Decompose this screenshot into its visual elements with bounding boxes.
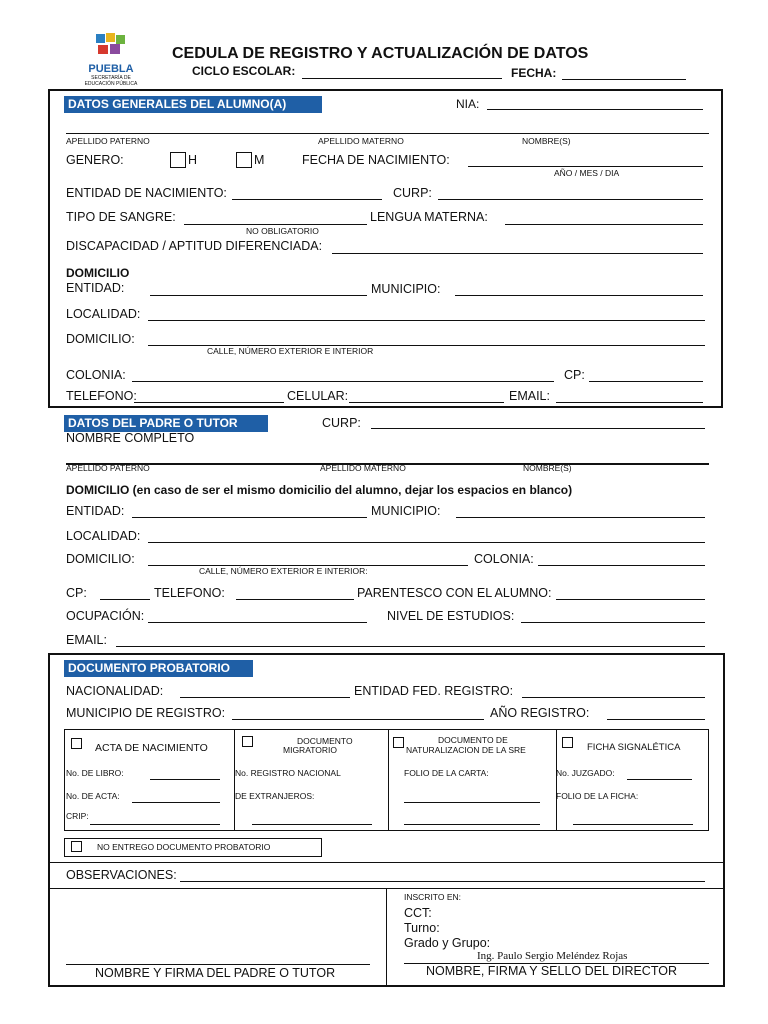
genero-m-label: M [254,153,265,167]
municipio-label: MUNICIPIO: [371,282,441,296]
padre-domicilio-label: DOMICILIO: [66,552,135,566]
observaciones-label: OBSERVACIONES: [66,868,177,882]
genero-h-label: H [188,153,198,167]
padre-section-title: DATOS DEL PADRE O TUTOR [64,415,268,432]
municipio-reg-field[interactable] [232,719,484,720]
genero-m-checkbox[interactable] [236,152,252,168]
municipio-field[interactable] [455,295,703,296]
entidad-fed-label: ENTIDAD FED. REGISTRO: [354,684,514,698]
apellido-materno-hint: APELLIDO MATERNO [318,136,404,146]
padre-municipio-label: MUNICIPIO: [371,504,441,518]
cp-label: CP: [564,368,585,382]
page-title: CEDULA DE REGISTRO Y ACTUALIZACIÓN DE DATOS [172,45,589,62]
curp-label: CURP: [393,186,432,200]
ficha-juzgado-label: No. JUZGADO: [556,768,615,778]
inscrito-label: INSCRITO EN: [404,892,461,902]
padre-colonia-field[interactable] [538,565,705,566]
nombres-hint: NOMBRE(S) [522,136,571,146]
padre-telefono-label: TELEFONO: [154,586,225,600]
acta-numero-field[interactable] [132,802,220,803]
genero-label: GENERO: [66,153,124,167]
padre-calle-hint: CALLE, NÚMERO EXTERIOR E INTERIOR: [199,566,368,576]
acta-crip-label: CRIP: [66,811,89,821]
nia-field[interactable] [487,109,703,110]
colonia-field[interactable] [132,381,554,382]
doc-col-divider-3 [556,729,557,831]
anio-reg-field[interactable] [607,719,705,720]
naturalizacion-folio-field[interactable] [404,802,540,803]
anio-reg-label: AÑO REGISTRO: [490,706,590,720]
migratorio-a-label: No. REGISTRO NACIONAL [235,768,341,778]
padre-domicilio-title: DOMICILIO (en caso de ser el mismo domicilio del alumno, dejar los espacios en blanco) [66,483,573,497]
entidad-label: ENTIDAD: [66,281,125,295]
padre-apellido-materno-hint: APELLIDO MATERNO [320,463,406,473]
logo-text: PUEBLA [88,63,134,75]
lengua-field[interactable] [505,224,703,225]
ficha-checkbox[interactable] [562,737,573,748]
naturalizacion-title1: DOCUMENTO DE [438,735,508,745]
localidad-label: LOCALIDAD: [66,307,141,321]
logo-sub2: EDUCACIÓN PÚBLICA [84,81,138,87]
tipo-sangre-field[interactable] [184,224,367,225]
telefono-field[interactable] [134,402,284,403]
ficha-juzgado-field[interactable] [627,779,692,780]
entidad-nac-field[interactable] [232,199,382,200]
parentesco-label: PARENTESCO CON EL ALUMNO: [357,586,552,600]
padre-curp-label: CURP: [322,416,361,430]
padre-localidad-label: LOCALIDAD: [66,529,141,543]
tipo-sangre-label: TIPO DE SANGRE: [66,210,176,224]
acta-title: ACTA DE NACIMIENTO [95,742,208,754]
doc-col-divider-2 [388,729,389,831]
email-label: EMAIL: [509,389,550,403]
ficha-folio-label: FOLIO DE LA FICHA: [556,791,639,801]
puebla-logo [80,32,142,87]
nivel-label: NIVEL DE ESTUDIOS: [387,609,515,623]
director-firma-label: NOMBRE, FIRMA Y SELLO DEL DIRECTOR [426,964,677,978]
ficha-folio-field[interactable] [573,824,693,825]
entidad-field[interactable] [150,295,367,296]
padre-firma-label: NOMBRE Y FIRMA DEL PADRE O TUTOR [95,966,336,980]
padre-localidad-field[interactable] [148,542,705,543]
observaciones-field[interactable] [180,881,705,882]
discapacidad-field[interactable] [332,253,703,254]
discapacidad-label: DISCAPACIDAD / APTITUD DIFERENCIADA: [66,239,323,253]
acta-checkbox[interactable] [71,738,82,749]
alumno-section-title: DATOS GENERALES DEL ALUMNO(A) [64,96,322,113]
no-obligatorio-hint: NO OBLIGATORIO [246,226,319,236]
padre-email-label: EMAIL: [66,633,107,647]
migratorio-field[interactable] [252,824,372,825]
padre-entidad-field[interactable] [132,517,367,518]
entidad-nac-label: ENTIDAD DE NACIMIENTO: [66,186,227,200]
ciclo-label: CICLO ESCOLAR: [192,64,296,78]
acta-numero-label: No. DE ACTA: [66,791,120,801]
turno-label: Turno: [404,921,440,935]
ocupacion-field[interactable] [148,622,367,623]
email-field[interactable] [556,402,703,403]
padre-firma-line[interactable] [66,964,370,965]
curp-field[interactable] [438,199,703,200]
no-entrego-label: NO ENTREGO DOCUMENTO PROBATORIO [97,842,271,852]
padre-curp-field[interactable] [371,428,705,429]
migratorio-title2: MIGRATORIO [283,745,337,755]
migratorio-title1: DOCUMENTO [297,736,353,746]
nivel-field[interactable] [521,622,705,623]
fecha-field[interactable] [562,79,686,80]
colonia-label: COLONIA: [66,368,126,382]
domicilio-title: DOMICILIO [66,266,130,280]
fecha-label: FECHA: [511,66,557,80]
apellido-paterno-hint: APELLIDO PATERNO [66,136,150,146]
nacionalidad-field[interactable] [180,697,350,698]
localidad-field[interactable] [148,320,705,321]
genero-h-checkbox[interactable] [170,152,186,168]
documento-section-title: DOCUMENTO PROBATORIO [64,660,253,677]
ficha-title: FICHA SIGNALÉTICA [587,742,681,753]
migratorio-b-label: DE EXTRANJEROS: [235,791,315,801]
firmas-divider [386,888,387,987]
padre-email-field[interactable] [116,646,705,647]
nacionalidad-label: NACIONALIDAD: [66,684,164,698]
entidad-fed-field[interactable] [522,697,705,698]
calle-hint: CALLE, NÚMERO EXTERIOR E INTERIOR [207,346,374,356]
grado-label: Grado y Grupo: [404,936,491,950]
parentesco-field[interactable] [556,599,705,600]
logo-mark-icon [80,32,142,62]
celular-label: CELULAR: [287,389,349,403]
acta-crip-field[interactable] [90,824,220,825]
celular-field[interactable] [349,402,504,403]
telefono-label: TELEFONO: [66,389,137,403]
fecha-nac-field[interactable] [468,166,703,167]
padre-telefono-field[interactable] [236,599,354,600]
municipio-reg-label: MUNICIPIO DE REGISTRO: [66,706,226,720]
nombre-completo-label: NOMBRE COMPLETO [66,431,195,445]
acta-libro-label: No. DE LIBRO: [66,768,124,778]
padre-nombres-hint: NOMBRE(S) [523,463,572,473]
nombre-alumno-field[interactable] [66,133,709,134]
cp-field[interactable] [589,381,703,382]
naturalizacion-checkbox[interactable] [393,737,404,748]
ciclo-field[interactable] [302,78,502,79]
observaciones-divider-top [48,862,725,863]
logo-sub1: SECRETARÍA DE [91,75,131,81]
padre-apellido-paterno-hint: APELLIDO PATERNO [66,463,150,473]
acta-libro-field[interactable] [150,779,220,780]
naturalizacion-folio-label: FOLIO DE LA CARTA: [404,768,489,778]
ocupacion-label: OCUPACIÓN: [66,609,145,623]
no-entrego-checkbox[interactable] [71,841,82,852]
padre-cp-field[interactable] [100,599,150,600]
cct-label: CCT: [404,906,432,920]
domicilio-label: DOMICILIO: [66,332,135,346]
director-name: Ing. Paulo Sergio Meléndez Rojas [477,950,628,962]
naturalizacion-folio-field-2[interactable] [404,824,540,825]
padre-colonia-label: COLONIA: [474,552,534,566]
padre-cp-label: CP: [66,586,87,600]
migratorio-checkbox[interactable] [242,736,253,747]
padre-municipio-field[interactable] [456,517,705,518]
padre-entidad-label: ENTIDAD: [66,504,125,518]
doc-col-divider-1 [234,729,235,831]
nia-label: NIA: [456,97,480,111]
naturalizacion-title2: NATURALIZACION DE LA SRE [406,745,526,755]
fecha-nac-label: FECHA DE NACIMIENTO: [302,153,450,167]
lengua-label: LENGUA MATERNA: [370,210,488,224]
fecha-formato-hint: AÑO / MES / DIA [554,168,620,178]
